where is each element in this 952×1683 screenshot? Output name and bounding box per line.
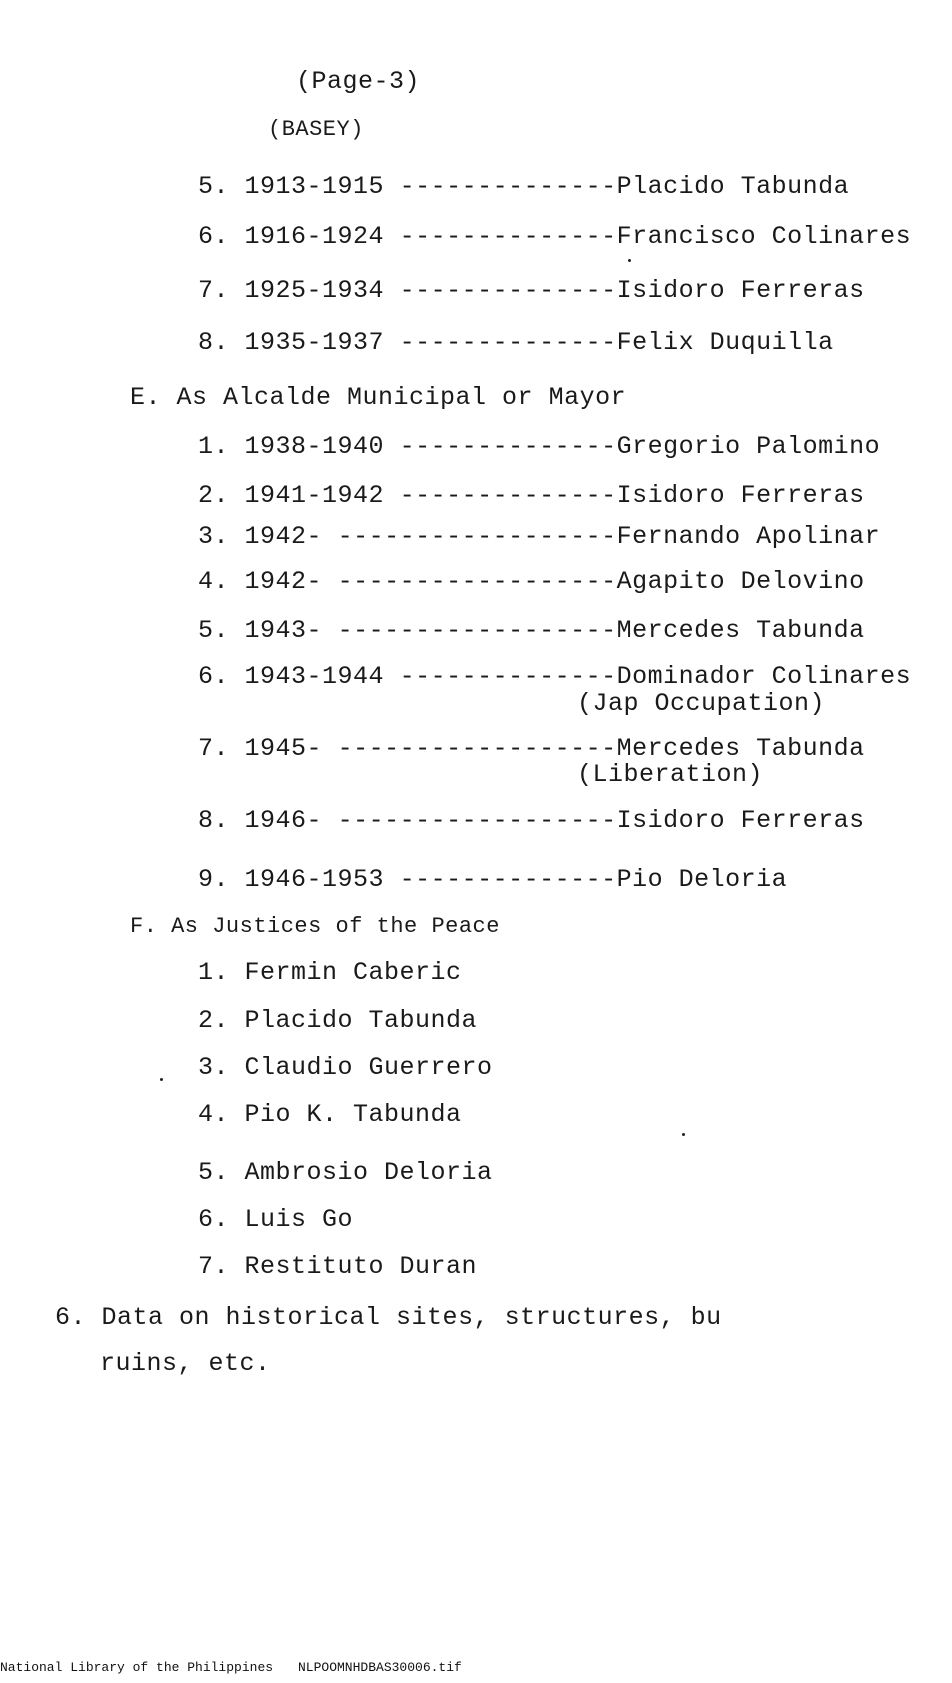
list-item: 4. Pio K. Tabunda (198, 1100, 462, 1129)
list-item: 9. 1946-1953 --------------Pio Deloria (198, 865, 788, 894)
section-e-heading: E. As Alcalde Municipal or Mayor (130, 383, 627, 412)
list-item: 5. Ambrosio Deloria (198, 1158, 493, 1187)
list-item: 7. 1925-1934 --------------Isidoro Ferreras (198, 276, 865, 305)
list-item: 6. Luis Go (198, 1205, 354, 1234)
list-item: 7. Restituto Duran (198, 1252, 478, 1281)
list-item: 5. 1913-1915 --------------Placido Tabunda (198, 172, 850, 201)
list-item-note: (Jap Occupation) (577, 689, 826, 718)
scan-speck (628, 259, 631, 262)
list-item: 8. 1935-1937 --------------Felix Duquilla (198, 328, 834, 357)
list-item: 6. 1916-1924 --------------Francisco Colinares (198, 222, 912, 251)
list-item: 1. Fermin Caberic (198, 958, 462, 987)
list-item-note: (Liberation) (577, 760, 764, 789)
list-item: 4. 1942- ------------------Agapito Delovino (198, 567, 865, 596)
list-item: 7. 1945- ------------------Mercedes Tabunda (198, 734, 865, 763)
list-item: 5. 1943- ------------------Mercedes Tabunda (198, 616, 865, 645)
list-item: 6. 1943-1944 --------------Dominador Colinares (198, 662, 912, 691)
town-label: (BASEY) (268, 117, 364, 142)
page-number-label: (Page-3) (296, 67, 421, 96)
section-6-line1: 6. Data on historical sites, structures, bu (55, 1303, 722, 1332)
list-item: 1. 1938-1940 --------------Gregorio Palomino (198, 432, 881, 461)
scan-speck (160, 1078, 163, 1081)
section-f-heading: F. As Justices of the Peace (130, 914, 500, 939)
list-item: 2. Placido Tabunda (198, 1006, 478, 1035)
list-item: 3. Claudio Guerrero (198, 1053, 493, 1082)
footer-library: National Library of the Philippines (0, 1660, 274, 1675)
list-item: 8. 1946- ------------------Isidoro Ferreras (198, 806, 865, 835)
footer-filename: NLPOOMNHDBAS30006.tif (298, 1660, 462, 1675)
list-item: 2. 1941-1942 --------------Isidoro Ferreras (198, 481, 865, 510)
list-item: 3. 1942- ------------------Fernando Apolinar (198, 522, 881, 551)
section-6-line2: ruins, etc. (100, 1349, 271, 1378)
scan-speck (682, 1133, 685, 1136)
